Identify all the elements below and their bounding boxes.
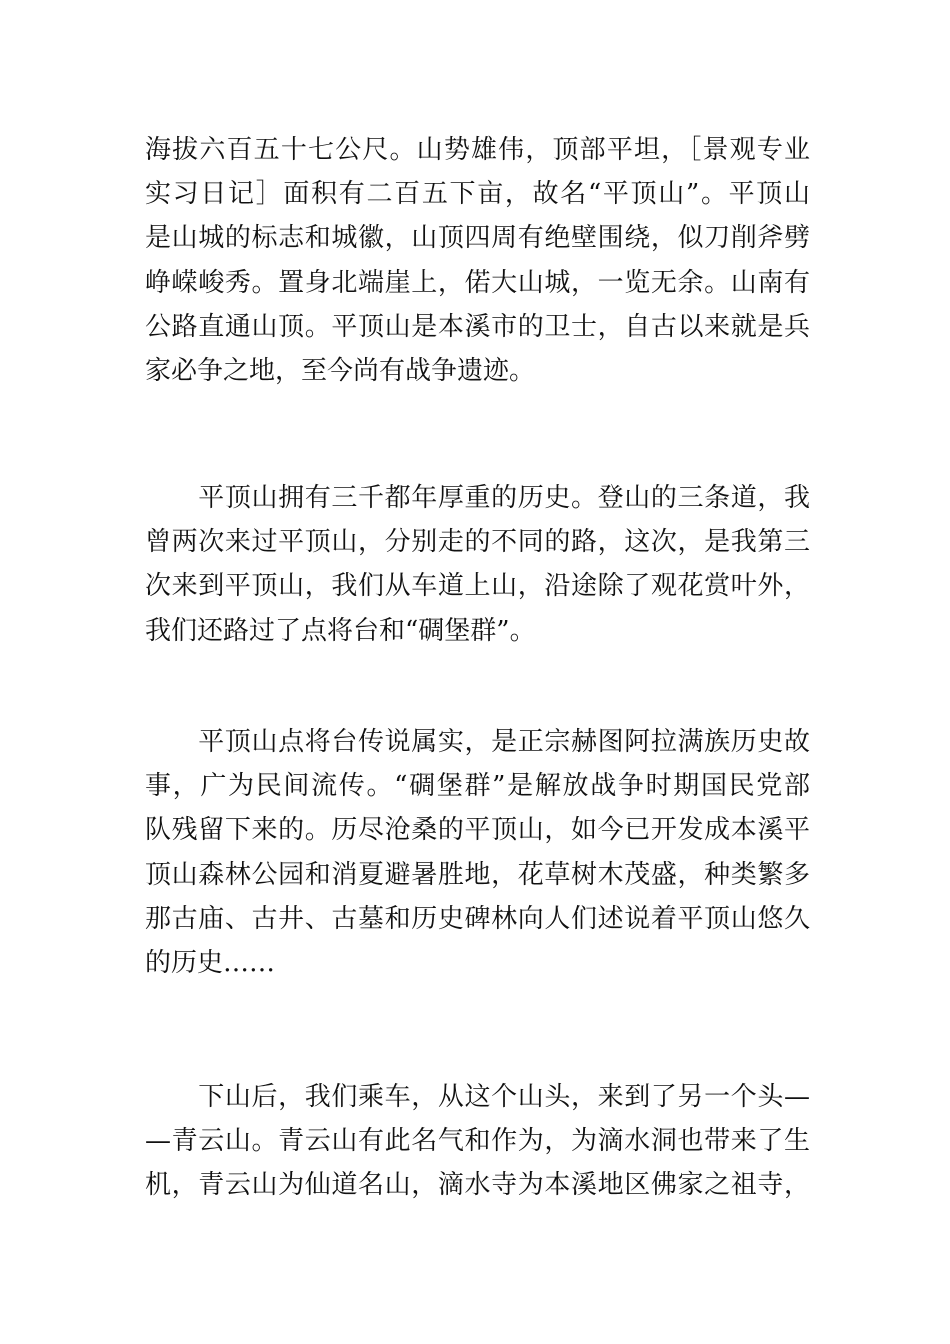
paragraph-line: 平顶山点将台传说属实，是正宗赫图阿拉满族历史故 <box>145 727 810 757</box>
paragraph-line: 队残留下来的。历尽沧桑的平顶山，如今已开发成本溪平 <box>145 815 810 846</box>
paragraph-line: 下山后，我们乘车，从这个山头，来到了另一个头— <box>145 1082 810 1112</box>
paragraph-line: 实习日记］面积有二百五下亩，故名“平顶山”。平顶山 <box>145 179 810 210</box>
paragraph-2 <box>145 476 810 653</box>
paragraph-line: 顶山森林公园和消夏避暑胜地，花草树木茂盛，种类繁多 <box>145 859 810 890</box>
paragraph-line: 家必争之地，至今尚有战争遗迹。 <box>145 355 536 386</box>
paragraph-3 <box>145 720 810 985</box>
paragraph-line: 事，广为民间流传。“碉堡群”是解放战争时期国民党部 <box>145 771 810 802</box>
paragraph-line: 的历史…… <box>145 947 276 978</box>
paragraph-line: —青云山。青云山有此名气和作为，为滴水洞也带来了生 <box>145 1126 810 1157</box>
paragraph-line: 公路直通山顶。平顶山是本溪市的卫士，自古以来就是兵 <box>145 311 810 342</box>
paragraph-line: 我们还路过了点将台和“碉堡群”。 <box>145 615 536 646</box>
paragraph-line: 海拔六百五十七公尺。山势雄伟，顶部平坦，［景观专业 <box>145 135 810 165</box>
paragraph-line: 机，青云山为仙道名山，滴水寺为本溪地区佛家之祖寺， <box>145 1170 810 1201</box>
paragraph-4 <box>145 1075 810 1208</box>
paragraph-line: 次来到平顶山，我们从车道上山，沿途除了观花赏叶外， <box>145 571 810 602</box>
paragraph-line: 是山城的标志和城徽，山顶四周有绝壁围绕，似刀削斧劈 <box>145 223 810 254</box>
paragraph-line: 峥嵘峻秀。置身北端崖上，偌大山城，一览无余。山南有 <box>145 267 810 298</box>
paragraph-line: 平顶山拥有三千都年厚重的历史。登山的三条道，我 <box>145 483 810 513</box>
paragraph-line: 曾两次来过平顶山，分别走的不同的路，这次，是我第三 <box>145 527 810 558</box>
paragraph-1 <box>145 128 810 393</box>
paragraph-line: 那古庙、古井、古墓和历史碑林向人们述说着平顶山悠久 <box>145 903 810 934</box>
